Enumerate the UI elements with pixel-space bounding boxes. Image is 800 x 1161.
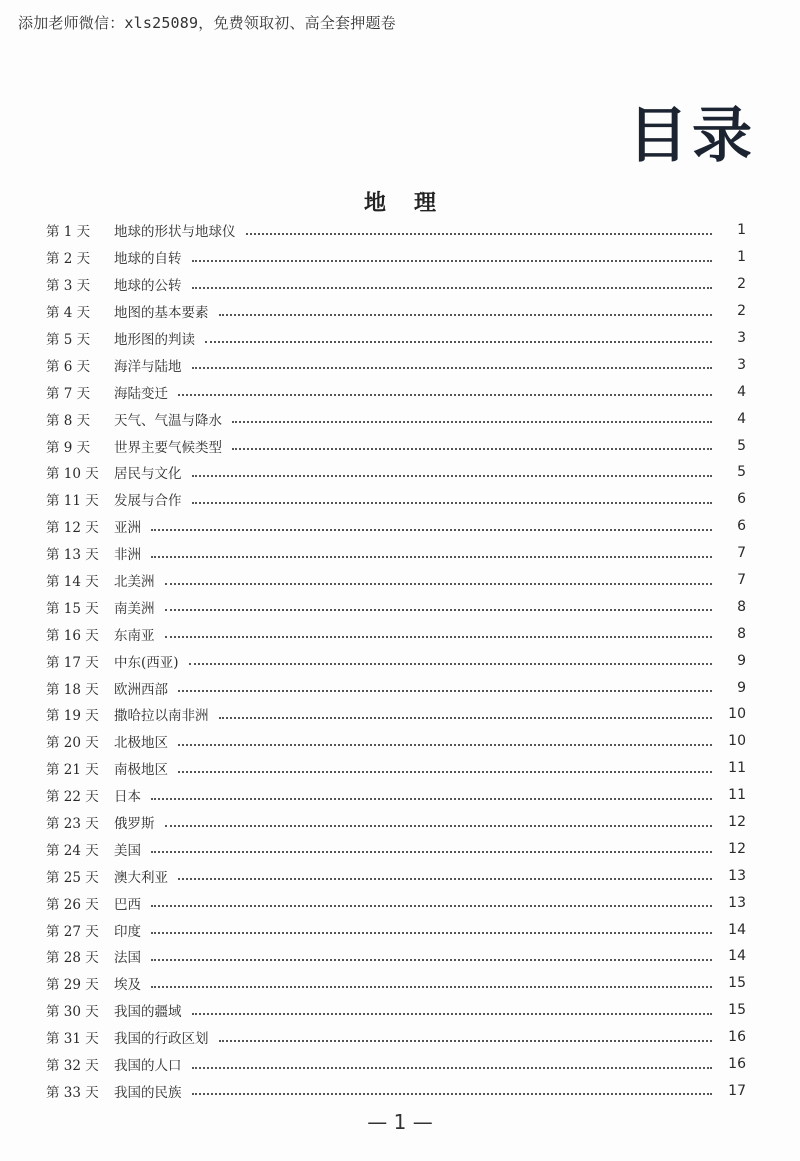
toc-day-label: 第 3 天 xyxy=(46,278,91,295)
toc-page-number: 13 xyxy=(728,894,746,911)
toc-day-label: 第 4 天 xyxy=(46,305,91,322)
toc-day-label: 第 1 天 xyxy=(46,224,91,241)
dot-leader xyxy=(151,797,712,800)
dot-leader xyxy=(165,608,713,611)
toc-day-label: 第 10 天 xyxy=(46,466,99,483)
dot-leader xyxy=(219,1039,713,1042)
toc-day-label: 第 16 天 xyxy=(46,627,99,644)
dot-leader xyxy=(151,958,712,961)
toc-entry-title: 地形图的判读 xyxy=(114,332,195,348)
dot-leader xyxy=(192,286,713,289)
toc-entry-title: 美国 xyxy=(114,842,141,859)
toc-day-label: 第 5 天 xyxy=(46,332,91,348)
dot-leader xyxy=(178,689,712,692)
toc-page-number: 3 xyxy=(737,330,746,346)
dot-leader xyxy=(219,716,713,719)
dot-leader xyxy=(192,501,713,504)
toc-page-number: 17 xyxy=(728,1082,746,1099)
toc-page-number: 14 xyxy=(728,948,746,965)
toc-day-label: 第 27 天 xyxy=(46,923,99,940)
toc-entry[interactable] xyxy=(46,862,746,889)
toc-entry[interactable] xyxy=(46,244,746,271)
toc-page-number: 13 xyxy=(728,867,746,884)
toc-entry-title: 我国的疆域 xyxy=(114,1004,182,1021)
toc-entry-title: 发展与合作 xyxy=(114,493,182,510)
table-of-contents xyxy=(46,217,746,1104)
toc-page-number: 12 xyxy=(728,840,746,857)
toc-day-label: 第 22 天 xyxy=(46,789,99,806)
toc-day-label: 第 15 天 xyxy=(46,600,99,617)
dot-leader xyxy=(232,420,712,423)
toc-entry[interactable] xyxy=(46,647,746,674)
dot-leader xyxy=(165,635,713,638)
toc-entry-title: 世界主要气候类型 xyxy=(114,439,222,456)
toc-page-number: 16 xyxy=(728,1029,746,1046)
toc-day-label: 第 12 天 xyxy=(46,520,99,537)
dot-leader xyxy=(178,393,712,396)
toc-entry[interactable] xyxy=(46,889,746,916)
dot-leader xyxy=(165,582,713,585)
toc-entry-title: 我国的人口 xyxy=(114,1058,182,1075)
section-title: 地理 xyxy=(363,191,464,216)
toc-entry-title: 法国 xyxy=(114,950,141,967)
toc-page-number: 10 xyxy=(728,733,746,750)
dot-leader xyxy=(178,743,712,746)
toc-entry[interactable] xyxy=(46,997,746,1024)
dot-leader xyxy=(151,985,712,988)
toc-entry-title: 南美洲 xyxy=(114,600,155,617)
toc-entry[interactable] xyxy=(46,405,746,432)
toc-page-number: 3 xyxy=(737,356,746,373)
toc-day-label: 第 14 天 xyxy=(46,574,99,591)
toc-day-label: 第 7 天 xyxy=(46,385,91,402)
toc-page-number: 15 xyxy=(728,1002,746,1019)
toc-entry[interactable] xyxy=(46,728,746,755)
toc-entry[interactable] xyxy=(46,432,746,459)
toc-day-label: 第 28 天 xyxy=(46,950,99,967)
dot-leader xyxy=(151,931,712,934)
toc-entry[interactable] xyxy=(46,1051,746,1078)
toc-day-label: 第 21 天 xyxy=(46,762,99,779)
toc-entry[interactable] xyxy=(46,567,746,594)
dot-leader xyxy=(192,1012,713,1015)
toc-page-number: 7 xyxy=(737,545,746,562)
dot-leader xyxy=(192,1092,713,1095)
toc-page-number: 11 xyxy=(728,760,746,777)
toc-entry-title: 北极地区 xyxy=(114,735,168,752)
toc-entry[interactable] xyxy=(46,916,746,943)
toc-day-label: 第 30 天 xyxy=(46,1004,99,1021)
toc-entry[interactable] xyxy=(46,782,746,809)
dot-leader xyxy=(151,850,712,853)
toc-entry[interactable] xyxy=(46,486,746,513)
toc-entry[interactable] xyxy=(46,217,746,244)
toc-entry[interactable] xyxy=(46,674,746,701)
dot-leader xyxy=(178,770,712,773)
toc-page-number: 5 xyxy=(737,464,746,481)
toc-page-number: 14 xyxy=(728,921,746,938)
toc-entry[interactable] xyxy=(46,298,746,325)
dot-leader xyxy=(189,662,712,665)
toc-day-label: 第 26 天 xyxy=(46,896,99,913)
toc-page-number: 6 xyxy=(737,518,746,535)
toc-page-number: 10 xyxy=(728,706,746,723)
toc-entry[interactable] xyxy=(46,943,746,970)
toc-entry-title: 撒哈拉以南非洲 xyxy=(114,708,209,725)
toc-day-label: 第 24 天 xyxy=(46,842,99,859)
toc-day-label: 第 33 天 xyxy=(46,1084,99,1101)
toc-entry-title: 我国的民族 xyxy=(114,1084,182,1101)
toc-entry-title: 欧洲西部 xyxy=(114,681,168,698)
watermark-text: 添加老师微信：xls25089，免费领取初、高全套押题卷 xyxy=(18,14,396,32)
toc-entry[interactable] xyxy=(46,271,746,298)
dot-leader xyxy=(205,340,712,343)
dot-leader xyxy=(151,904,712,907)
page-title: 目录 xyxy=(628,101,756,171)
toc-entry-title: 天气、气温与降水 xyxy=(114,412,222,429)
toc-page-number: 6 xyxy=(737,491,746,508)
toc-day-label: 第 20 天 xyxy=(46,735,99,752)
toc-page-number: 12 xyxy=(728,814,746,831)
toc-page-number: 1 xyxy=(737,249,746,266)
toc-entry[interactable] xyxy=(46,970,746,997)
dot-leader xyxy=(178,877,712,880)
toc-page-number: 1 xyxy=(737,222,746,239)
toc-entry-title: 北美洲 xyxy=(114,574,155,591)
toc-entry-title: 地球的形状与地球仪 xyxy=(114,224,236,241)
toc-day-label: 第 11 天 xyxy=(46,493,99,510)
toc-page-number: 9 xyxy=(737,652,746,669)
toc-entry[interactable] xyxy=(46,351,746,378)
toc-entry-title: 地球的自转 xyxy=(114,251,182,268)
toc-page-number: 7 xyxy=(737,572,746,589)
toc-entry-title: 非洲 xyxy=(114,547,141,564)
dot-leader xyxy=(151,528,712,531)
toc-entry-title: 日本 xyxy=(114,789,141,806)
toc-entry-title: 亚洲 xyxy=(114,520,141,537)
toc-entry[interactable] xyxy=(46,513,746,540)
toc-entry-title: 我国的行政区划 xyxy=(114,1031,209,1048)
toc-entry-title: 东南亚 xyxy=(114,627,155,644)
toc-entry-title: 海陆变迁 xyxy=(114,385,168,402)
toc-entry[interactable] xyxy=(46,755,746,782)
toc-entry[interactable] xyxy=(46,835,746,862)
toc-day-label: 第 9 天 xyxy=(46,439,91,456)
dot-leader xyxy=(232,447,712,450)
toc-day-label: 第 25 天 xyxy=(46,869,99,886)
toc-page-number: 8 xyxy=(737,625,746,642)
toc-page-number: 4 xyxy=(737,383,746,400)
dot-leader xyxy=(151,555,712,558)
dot-leader xyxy=(246,232,713,235)
toc-page-number: 2 xyxy=(737,276,746,293)
toc-entry[interactable] xyxy=(46,1024,746,1051)
toc-entry-title: 地图的基本要素 xyxy=(114,305,209,322)
toc-entry[interactable] xyxy=(46,701,746,728)
toc-entry[interactable] xyxy=(46,593,746,620)
toc-day-label: 第 23 天 xyxy=(46,816,99,833)
toc-entry-title: 印度 xyxy=(114,923,141,940)
toc-page-number: 9 xyxy=(737,679,746,696)
toc-entry[interactable] xyxy=(46,378,746,405)
toc-entry-title: 埃及 xyxy=(114,977,141,994)
toc-day-label: 第 2 天 xyxy=(46,251,91,268)
toc-entry[interactable] xyxy=(46,540,746,567)
toc-page-number: 8 xyxy=(737,598,746,615)
toc-day-label: 第 19 天 xyxy=(46,708,99,725)
toc-day-label: 第 32 天 xyxy=(46,1058,99,1075)
toc-day-label: 第 17 天 xyxy=(46,654,99,671)
toc-entry[interactable] xyxy=(46,325,746,352)
dot-leader xyxy=(219,313,713,316)
toc-entry-title: 澳大利亚 xyxy=(114,869,168,886)
toc-entry[interactable] xyxy=(46,809,746,836)
toc-page-number: 2 xyxy=(737,303,746,320)
toc-page-number: 15 xyxy=(728,975,746,992)
toc-page-number: 5 xyxy=(737,437,746,454)
toc-page-number: 16 xyxy=(728,1056,746,1073)
toc-entry-title: 中东(西亚) xyxy=(114,654,179,671)
toc-entry[interactable] xyxy=(46,1078,746,1105)
toc-day-label: 第 13 天 xyxy=(46,547,99,564)
toc-entry-title: 居民与文化 xyxy=(114,466,182,483)
toc-day-label: 第 8 天 xyxy=(46,412,91,429)
dot-leader xyxy=(165,824,713,827)
toc-day-label: 第 18 天 xyxy=(46,681,99,698)
toc-entry[interactable] xyxy=(46,459,746,486)
toc-entry-title: 南极地区 xyxy=(114,762,168,779)
toc-day-label: 第 6 天 xyxy=(46,358,91,375)
toc-entry-title: 巴西 xyxy=(114,896,141,913)
toc-day-label: 第 29 天 xyxy=(46,977,99,994)
page-number: — 1 — xyxy=(367,1110,433,1134)
dot-leader xyxy=(192,259,713,262)
dot-leader xyxy=(192,366,713,369)
toc-entry-title: 俄罗斯 xyxy=(114,816,155,833)
dot-leader xyxy=(192,1066,713,1069)
toc-entry-title: 地球的公转 xyxy=(114,278,182,295)
toc-page-number: 11 xyxy=(728,787,746,804)
dot-leader xyxy=(192,474,713,477)
toc-entry[interactable] xyxy=(46,620,746,647)
toc-entry-title: 海洋与陆地 xyxy=(114,358,182,375)
toc-page-number: 4 xyxy=(737,410,746,427)
toc-day-label: 第 31 天 xyxy=(46,1031,99,1048)
